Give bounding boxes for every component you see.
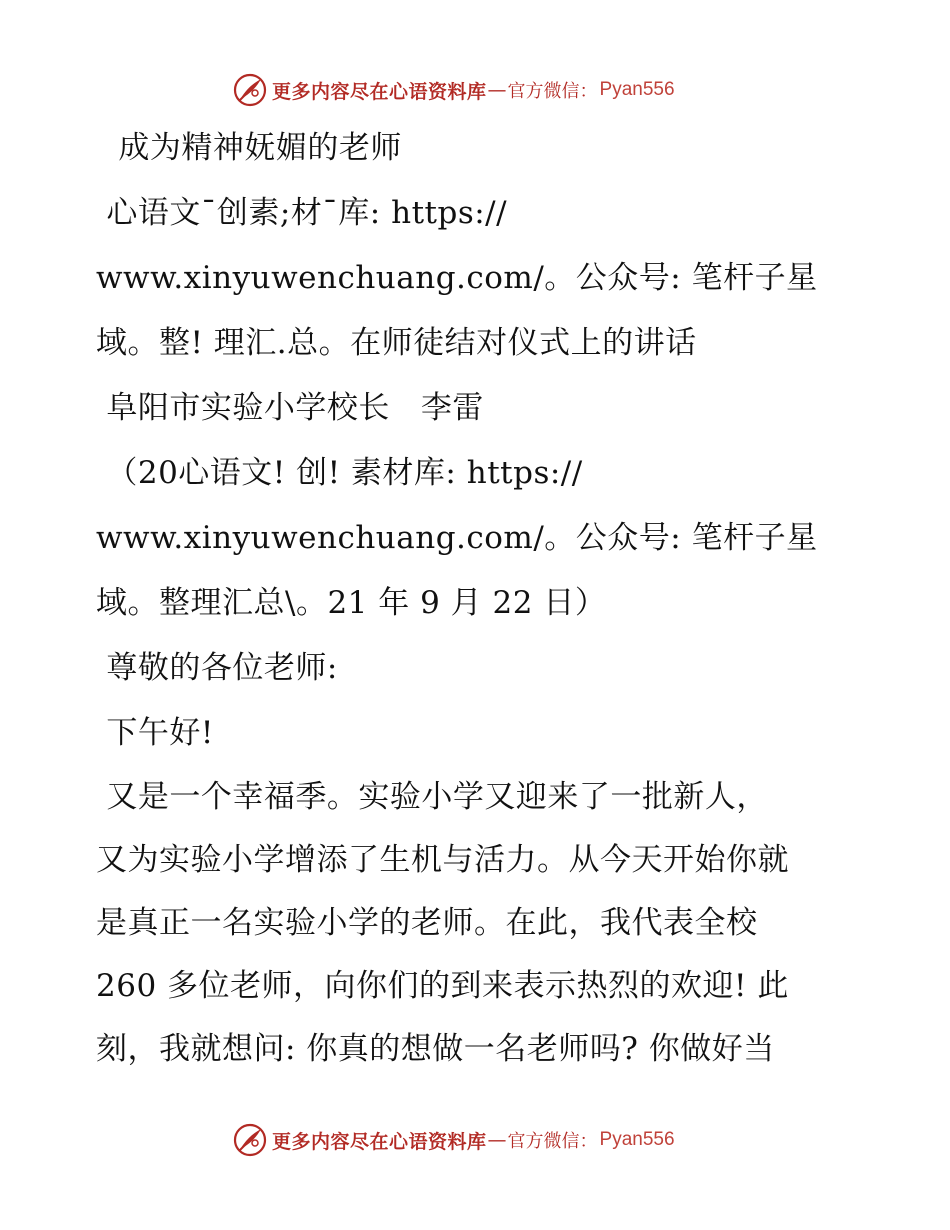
banner-wechat-label: 官方微信：	[507, 81, 598, 102]
document-title: 成为精神妩媚的老师	[108, 130, 402, 166]
banner-wechat-id: Pyan556	[599, 79, 675, 100]
footer-banner	[232, 1120, 712, 1160]
banner-dash: —	[487, 79, 507, 101]
banner-dash: —	[487, 1129, 507, 1151]
paragraph-author: 阜阳市实验小学校长 李雷	[96, 390, 484, 426]
paragraph-greeting: 下午好!	[96, 715, 214, 751]
banner-wechat-label: 官方微信：	[507, 1131, 598, 1152]
paragraph-salutation: 尊敬的各位老师:	[96, 650, 338, 686]
paragraph-body: 又是一个幸福季。实验小学又迎来了一批新人， 又为实验小学增添了生机与活力。从今天开始你就 是真正一名实验小学的老师。在此，我代表全校 260 多位老师，向你们的到来表示热烈的欢迎! 此 刻，我就想问: 你真的想做一名老师吗? 你做好当	[96, 779, 789, 1067]
paragraph-source-note: 心语文¯创素;材¯库: https:// www.xinyuwenchuang.com/。公众号: 笔杆子星 域。整! 理汇.总。在师徒结对仪式上的讲话	[96, 195, 818, 361]
quill-pen-logo-icon	[232, 72, 268, 108]
banner-slogan: 更多内容尽在心语资料库	[272, 1130, 487, 1153]
header-banner	[232, 70, 712, 110]
paragraph-date-note: （20心语文! 创! 素材库: https:// www.xinyuwenchuang.com/。公众号: 笔杆子星 域。整理汇总\。21 年 9 月 22 日）	[96, 455, 818, 621]
banner-slogan: 更多内容尽在心语资料库	[272, 80, 487, 103]
document-body	[96, 116, 856, 1081]
banner-wechat-id: Pyan556	[599, 1129, 675, 1150]
quill-pen-logo-icon	[232, 1122, 268, 1158]
